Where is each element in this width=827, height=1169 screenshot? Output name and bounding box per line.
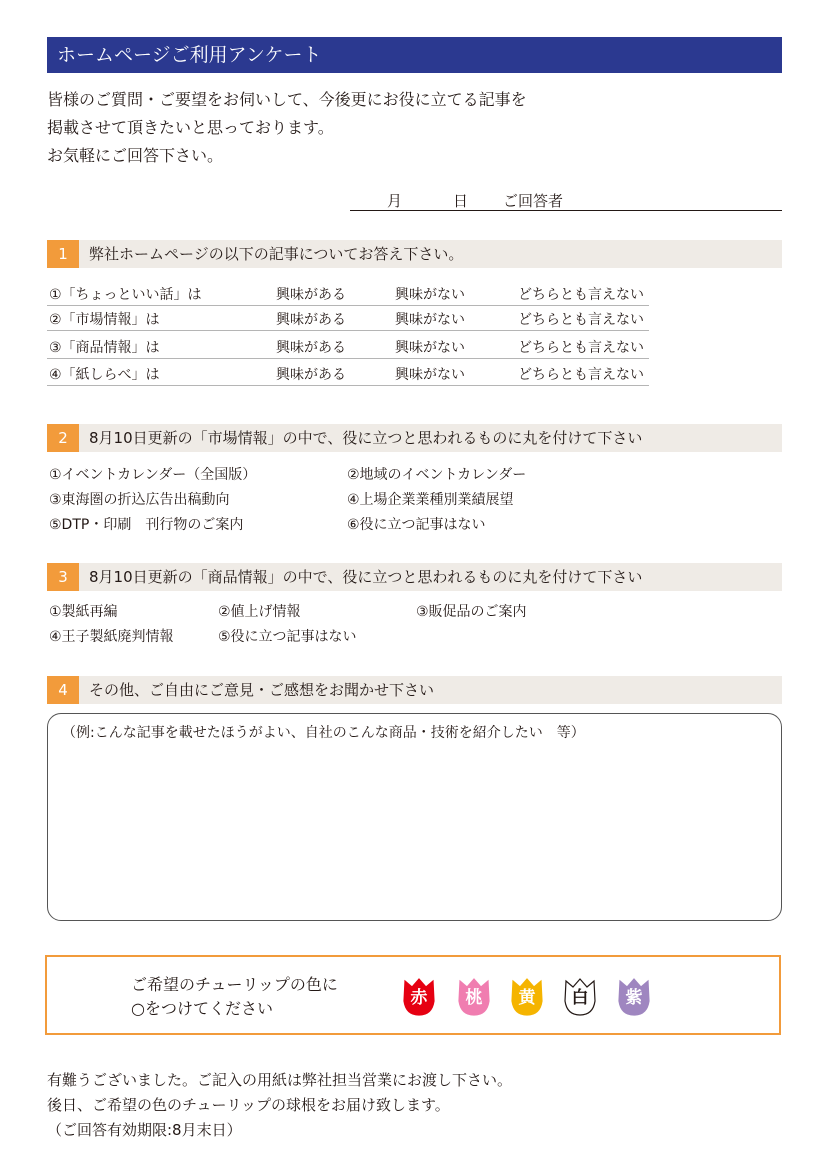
table-row (47, 281, 649, 306)
option-not-interested[interactable]: 興味がない (395, 367, 465, 383)
tulip-color-label: 桃 (465, 988, 483, 1008)
tulip-color-label: 紫 (625, 988, 643, 1008)
tulip-color-box (45, 955, 781, 1035)
market-option-3[interactable]: ③東海圏の折込広告出稿動向 (49, 492, 230, 508)
tulip-yellow-option[interactable] (507, 975, 551, 1019)
option-neither[interactable]: どちらとも言えない (518, 340, 644, 356)
market-option-5[interactable]: ⑤DTP・印刷 刊行物のご案内 (49, 517, 244, 533)
section-number: 1 (47, 240, 79, 268)
market-option-6[interactable]: ⑥役に立つ記事はない (347, 517, 486, 533)
product-option-5[interactable]: ⑤役に立つ記事はない (218, 629, 357, 645)
date-respondent-field[interactable] (350, 190, 782, 211)
day-label: 日 (453, 192, 469, 210)
section-3-header (47, 563, 782, 591)
footer-line: （ご回答有効期限:8月末日） (47, 1121, 242, 1139)
option-interested[interactable]: 興味がある (276, 340, 346, 356)
section-number: 3 (47, 563, 79, 591)
option-not-interested[interactable]: 興味がない (395, 340, 465, 356)
row-label: ②「市場情報」は (49, 312, 160, 328)
intro-line: 掲載させて頂きたいと思っております。 (47, 118, 334, 137)
market-option-2[interactable]: ②地域のイベントカレンダー (347, 467, 527, 483)
intro-line: お気軽にご回答下さい。 (47, 146, 224, 165)
table-row (47, 334, 649, 359)
tulip-white-option[interactable] (560, 975, 604, 1019)
product-option-4[interactable]: ④王子製紙廃判情報 (49, 629, 174, 645)
tulip-instruction-line: ○をつけてください (131, 999, 273, 1018)
footer-line: 後日、ご希望の色のチューリップの球根をお届け致します。 (47, 1096, 450, 1114)
page-title: ホームページご利用アンケート (47, 37, 782, 73)
product-option-1[interactable]: ①製紙再編 (49, 604, 118, 620)
product-option-2[interactable]: ②値上げ情報 (218, 604, 301, 620)
table-row (47, 306, 649, 331)
comment-textarea[interactable] (47, 713, 782, 921)
option-neither[interactable]: どちらとも言えない (518, 367, 644, 383)
section-4-header (47, 676, 782, 704)
tulip-pink-option[interactable] (454, 975, 498, 1019)
intro-line: 皆様のご質問・ご要望をお伺いして、今後更にお役に立てる記事を (47, 90, 527, 109)
intro-text (47, 86, 527, 170)
market-option-4[interactable]: ④上場企業業種別業績展望 (347, 492, 514, 508)
section-1-header (47, 240, 782, 268)
tulip-color-label: 黄 (518, 988, 536, 1008)
section-title: その他、ご自由にご意見・ご感想をお聞かせ下さい (89, 681, 435, 699)
comment-hint: （例:こんな記事を載せたほうがよい、自社のこんな商品・技術を紹介したい 等） (62, 725, 585, 741)
option-neither[interactable]: どちらとも言えない (518, 287, 644, 303)
section-number: 2 (47, 424, 79, 452)
option-not-interested[interactable]: 興味がない (395, 312, 465, 328)
tulip-purple-option[interactable] (614, 975, 658, 1019)
section-2-header (47, 424, 782, 452)
market-option-1[interactable]: ①イベントカレンダー（全国版） (49, 467, 257, 483)
tulip-instruction-line: ご希望のチューリップの色に (131, 975, 338, 994)
tulip-color-label: 白 (571, 988, 589, 1008)
section-number: 4 (47, 676, 79, 704)
footer-line: 有難うございました。ご記入の用紙は弊社担当営業にお渡し下さい。 (47, 1071, 513, 1089)
section-title: 8月10日更新の「商品情報」の中で、役に立つと思われるものに丸を付けて下さい (89, 568, 643, 586)
tulip-instruction (131, 973, 338, 1021)
option-interested[interactable]: 興味がある (276, 367, 346, 383)
option-neither[interactable]: どちらとも言えない (518, 312, 644, 328)
footer-text (47, 1068, 512, 1143)
option-interested[interactable]: 興味がある (276, 312, 346, 328)
table-row (47, 361, 649, 386)
section-title: 弊社ホームページの以下の記事についてお答え下さい。 (89, 245, 464, 263)
section-title: 8月10日更新の「市場情報」の中で、役に立つと思われるものに丸を付けて下さい (89, 429, 643, 447)
tulip-red-option[interactable] (399, 975, 443, 1019)
product-option-3[interactable]: ③販促品のご案内 (416, 604, 527, 620)
row-label: ④「紙しらべ」は (49, 367, 160, 383)
option-interested[interactable]: 興味がある (276, 287, 346, 303)
row-label: ①「ちょっといい話」は (49, 287, 202, 303)
tulip-color-label: 赤 (410, 988, 428, 1008)
month-label: 月 (387, 192, 403, 210)
respondent-label: ご回答者 (503, 192, 564, 210)
row-label: ③「商品情報」は (49, 340, 160, 356)
option-not-interested[interactable]: 興味がない (395, 287, 465, 303)
